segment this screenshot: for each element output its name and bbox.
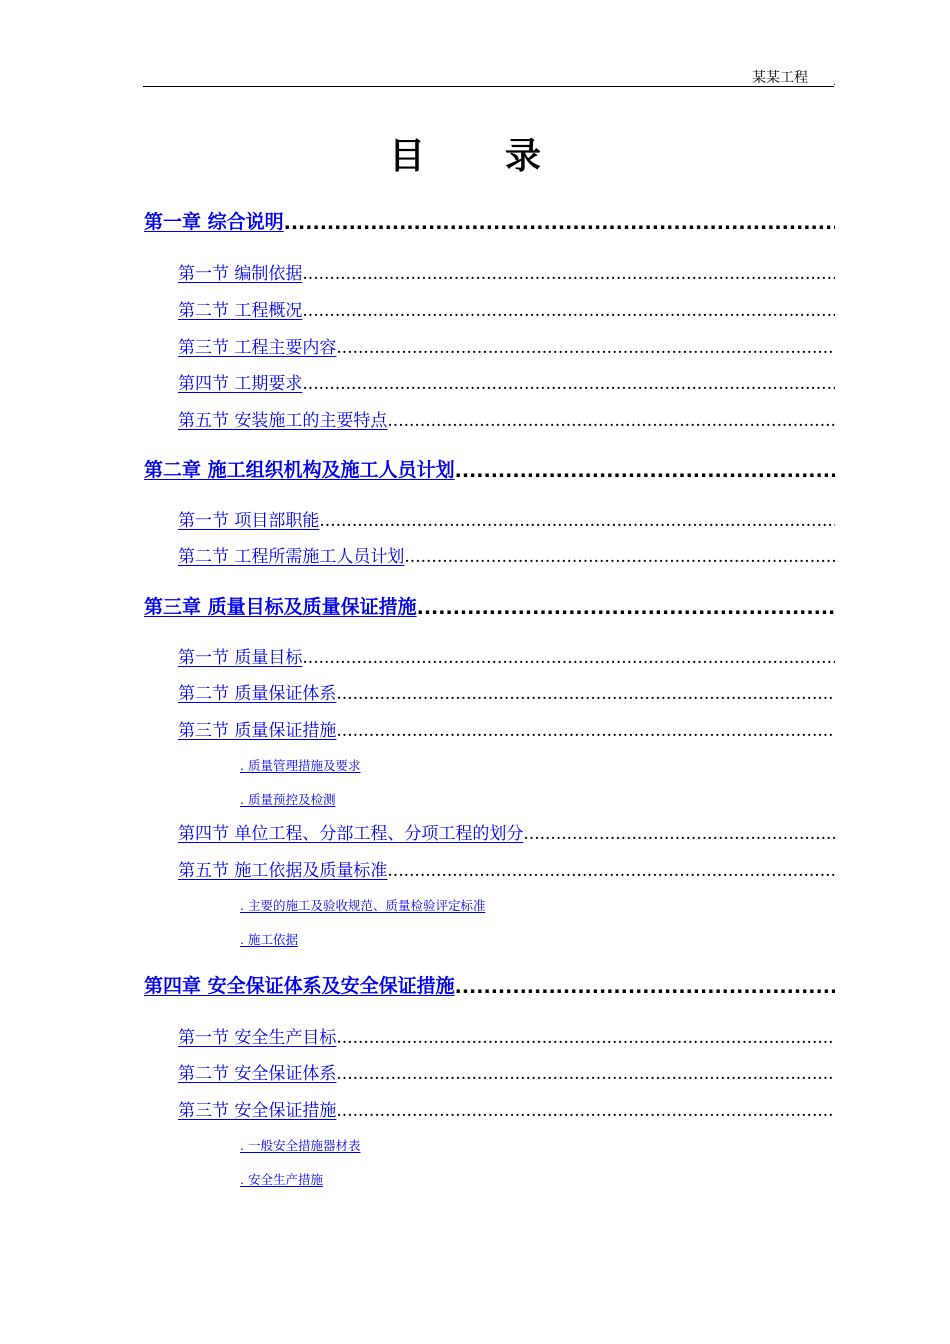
toc-link[interactable]: 第四节 单位工程、分部工程、分项工程的划分 — [178, 824, 524, 844]
toc-leader — [302, 301, 835, 321]
toc-link[interactable]: . 质量预控及检测 — [240, 792, 336, 807]
toc-leader — [336, 684, 835, 704]
toc-chapter-1[interactable] — [144, 206, 835, 234]
toc-link[interactable]: 第三节 工程主要内容 — [178, 338, 337, 358]
toc-link[interactable]: 第一节 质量目标 — [178, 648, 303, 668]
toc-subsection[interactable] — [240, 756, 360, 774]
toc-section[interactable] — [178, 407, 835, 431]
toc-link[interactable]: 第二节 工程所需施工人员计划 — [178, 547, 405, 567]
toc-chapter-3[interactable] — [144, 591, 835, 619]
toc-leader — [455, 460, 835, 482]
toc-link[interactable]: . 施工依据 — [240, 932, 298, 947]
toc-subsection[interactable] — [240, 1136, 360, 1154]
toc-section[interactable] — [178, 717, 835, 741]
toc-link[interactable]: 第三节 质量保证措施 — [178, 721, 337, 741]
toc-link[interactable]: 第二章 施工组织机构及施工人员计划 — [144, 459, 455, 481]
toc-leader — [387, 861, 835, 881]
toc-leader — [336, 338, 835, 358]
toc-leader — [284, 212, 835, 234]
toc-section[interactable] — [178, 1024, 835, 1048]
toc-section[interactable] — [178, 543, 835, 567]
toc-subsection[interactable] — [240, 930, 298, 948]
toc-section[interactable] — [178, 1060, 835, 1084]
toc-section[interactable] — [178, 370, 835, 394]
page-title: 目录 — [388, 136, 621, 177]
toc-leader — [523, 824, 835, 844]
toc-subsection[interactable] — [240, 896, 485, 914]
toc-chapter-2[interactable] — [144, 454, 835, 482]
header-rule — [143, 86, 834, 87]
toc-section[interactable] — [178, 680, 835, 704]
toc-link[interactable]: 第五节 施工依据及质量标准 — [178, 861, 388, 881]
toc-section[interactable] — [178, 820, 835, 844]
toc-leader — [404, 547, 835, 567]
toc-leader — [336, 1028, 835, 1048]
running-header: 某某工程 — [752, 70, 808, 86]
toc-section[interactable] — [178, 507, 835, 531]
toc-link[interactable]: 第一章 综合说明 — [144, 211, 284, 233]
header-mark: . — [833, 77, 836, 88]
toc-link[interactable]: 第四章 安全保证体系及安全保证措施 — [144, 975, 455, 997]
toc-leader — [319, 511, 835, 531]
toc-leader — [455, 976, 835, 998]
toc-link[interactable]: 第一节 编制依据 — [178, 264, 303, 284]
toc-leader — [336, 721, 835, 741]
toc-link[interactable]: . 主要的施工及验收规范、质量检验评定标准 — [240, 898, 486, 913]
toc-link[interactable]: 第三章 质量目标及质量保证措施 — [144, 596, 417, 618]
toc-link[interactable]: 第一节 项目部职能 — [178, 511, 320, 531]
toc-chapter-4[interactable] — [144, 970, 835, 998]
toc-link[interactable]: 第三节 安全保证措施 — [178, 1101, 337, 1121]
toc-leader — [387, 411, 835, 431]
toc-link[interactable]: . 安全生产措施 — [240, 1172, 323, 1187]
toc-subsection[interactable] — [240, 790, 335, 808]
toc-link[interactable]: 第二节 安全保证体系 — [178, 1064, 337, 1084]
toc-section[interactable] — [178, 644, 835, 668]
toc-link[interactable]: 第五节 安装施工的主要特点 — [178, 411, 388, 431]
toc-leader — [302, 374, 835, 394]
toc-section[interactable] — [178, 857, 835, 881]
toc-section[interactable] — [178, 297, 835, 321]
toc-leader — [302, 264, 835, 284]
toc-section[interactable] — [178, 1097, 835, 1121]
toc-section[interactable] — [178, 260, 835, 284]
toc-section[interactable] — [178, 334, 835, 358]
toc-leader — [336, 1064, 835, 1084]
toc-link[interactable]: . 质量管理措施及要求 — [240, 758, 361, 773]
toc-link[interactable]: . 一般安全措施器材表 — [240, 1138, 361, 1153]
toc-leader — [417, 597, 835, 619]
toc-leader — [336, 1101, 835, 1121]
toc-link[interactable]: 第二节 质量保证体系 — [178, 684, 337, 704]
toc-link[interactable]: 第一节 安全生产目标 — [178, 1028, 337, 1048]
toc-link[interactable]: 第四节 工期要求 — [178, 374, 303, 394]
toc-link[interactable]: 第二节 工程概况 — [178, 301, 303, 321]
toc-subsection[interactable] — [240, 1170, 323, 1188]
toc-leader — [302, 648, 835, 668]
